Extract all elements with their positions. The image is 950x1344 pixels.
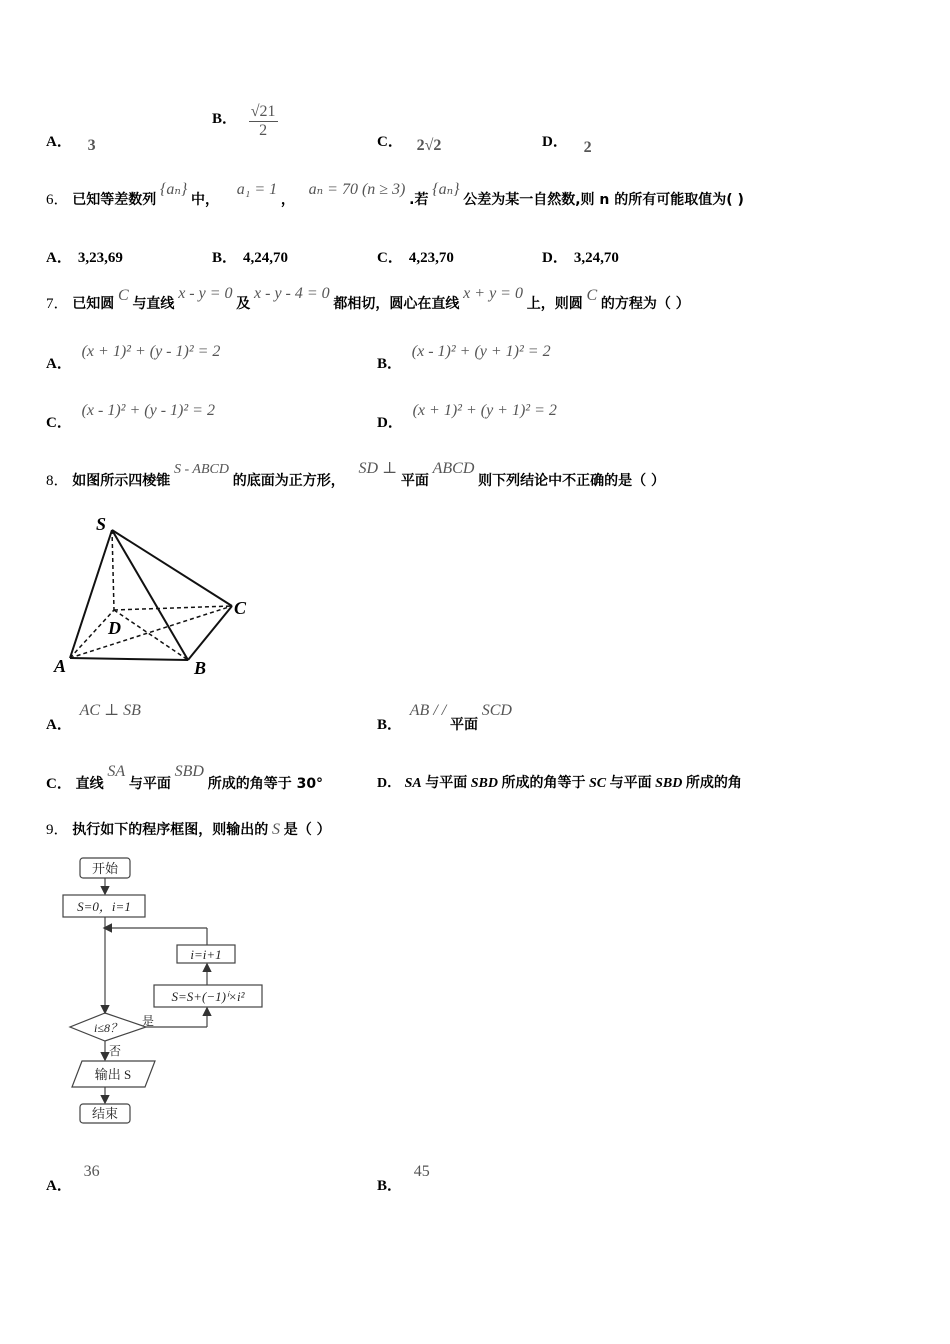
flow-cond-text: i≤8？ <box>94 1021 122 1035</box>
q9-option-b-label: B． <box>377 1178 403 1194</box>
q8-option-c-text-1: 直线 <box>75 776 104 792</box>
q8-text-4: 则下列结论中不正确的是（ ） <box>478 473 665 489</box>
q9-option-a <box>46 1160 100 1194</box>
edge-bc <box>188 606 232 660</box>
q7-text-5: 上，则圆 <box>526 296 583 312</box>
q6-option-a <box>46 246 123 267</box>
q7-number: 7． <box>46 296 69 312</box>
flow-no-text: 否 <box>109 1044 122 1058</box>
q6-option-b <box>212 246 288 267</box>
q8-option-c-text-3: 所成的角等于 30° <box>207 776 324 792</box>
q5-option-b-denominator: 2 <box>259 122 268 139</box>
q7-option-b <box>377 340 551 372</box>
flow-update-text: S=S+(−1)ⁱ×i² <box>171 989 245 1004</box>
q7-line-1: x - y = 0 <box>178 285 233 302</box>
q5-option-c <box>377 130 442 154</box>
q5-option-b-label: B． <box>212 110 238 127</box>
q8-number: 8． <box>46 473 69 489</box>
q6-option-d-label: D． <box>542 250 568 266</box>
q6-option-a-value: 3,23,69 <box>77 250 123 266</box>
q5-option-b-numerator: √21 <box>250 103 276 120</box>
edge-sd <box>112 530 114 610</box>
q8-option-b-v1: AB / / <box>409 702 447 719</box>
edge-ab <box>70 658 188 660</box>
q6-option-c-value: 4,23,70 <box>408 250 454 266</box>
q8-option-c-sbd: SBD <box>174 763 204 780</box>
label-s: S <box>96 514 107 534</box>
q8-option-a-value: AC ⊥ SB <box>79 702 141 719</box>
q5-option-a-value: 3 <box>87 137 96 154</box>
q7-c-2: C <box>586 287 598 304</box>
q7-text-3: 及 <box>236 296 251 312</box>
q6-comma: ， <box>280 192 295 208</box>
edge-sa <box>70 530 112 658</box>
label-b: B <box>194 658 207 678</box>
q7-option-a <box>46 340 221 372</box>
q9-number: 9． <box>46 822 69 838</box>
q7-option-c-label: C． <box>46 415 72 431</box>
q8-option-c-label: C． <box>46 776 72 792</box>
q5-option-d <box>542 130 592 156</box>
q7-option-d <box>377 399 557 431</box>
q8-option-c <box>46 763 324 793</box>
q9-option-b-value: 45 <box>413 1163 430 1180</box>
q8-option-b-v2: SCD <box>481 702 512 719</box>
flow-output-text: 输出 S <box>94 1067 132 1082</box>
flow-init-text: S=0，i=1 <box>77 899 131 914</box>
q8-sd: SD ⊥ <box>358 460 398 477</box>
q8-text-2: 的底面为正方形， <box>232 473 345 489</box>
q8-option-b <box>377 699 512 733</box>
q7-option-b-value: (x - 1)² + (y + 1)² = 2 <box>411 343 551 360</box>
q7-option-c-value: (x - 1)² + (y - 1)² = 2 <box>81 402 215 419</box>
q7-option-a-value: (x + 1)² + (y - 1)² = 2 <box>81 343 221 360</box>
q8-option-c-sa: SA <box>107 763 126 780</box>
q6-a1: a₁ = 1 <box>236 181 278 198</box>
q7-stem <box>46 285 690 313</box>
q5-option-c-label: C． <box>377 134 403 150</box>
q9-s: S <box>272 821 281 838</box>
q6-text-3: .若 <box>409 192 429 208</box>
q7-text-4: 都相切，圆心在直线 <box>333 296 460 312</box>
q7-option-d-value: (x + 1)² + (y + 1)² = 2 <box>412 402 557 419</box>
diag-db <box>114 610 188 660</box>
q8-option-d <box>377 772 742 792</box>
q9-option-a-value: 36 <box>83 1163 100 1180</box>
q6-option-c <box>377 246 454 267</box>
q8-text-3: 平面 <box>400 473 429 489</box>
q6-option-b-value: 4,24,70 <box>243 250 289 266</box>
q7-line-3: x + y = 0 <box>463 285 523 302</box>
q8-option-d-text-4: 所成的角 <box>685 775 742 791</box>
flow-yes-text: 是 <box>142 1014 155 1028</box>
q6-text-1: 已知等差数列 <box>72 192 157 208</box>
q6-an: aₙ = 70 (n ≥ 3) <box>308 181 406 198</box>
q5-option-b <box>212 103 278 140</box>
edge-dc <box>114 606 232 610</box>
q7-text-1: 已知圆 <box>72 296 115 312</box>
q6-option-d-value: 3,24,70 <box>573 250 619 266</box>
q9-option-a-label: A． <box>46 1178 72 1194</box>
q9-text-1: 执行如下的程序框图，则输出的 <box>72 822 269 838</box>
q8-option-d-text-2: 所成的角等于 <box>501 775 586 791</box>
q6-option-a-label: A． <box>46 250 72 266</box>
q7-option-c <box>46 399 215 431</box>
q5-option-d-label: D． <box>542 134 568 150</box>
q8-option-d-sbd: SBD <box>470 776 498 791</box>
q8-option-d-text-3: 与平面 <box>609 775 652 791</box>
q8-option-d-sc: SC <box>588 776 607 791</box>
q8-option-b-label: B． <box>377 717 403 733</box>
q9-flowchart <box>60 855 275 1130</box>
q6-number: 6． <box>46 192 69 208</box>
q7-text-6: 的方程为（ ） <box>600 296 690 312</box>
q5-option-a-label: A． <box>46 134 72 150</box>
label-c: C <box>234 598 247 618</box>
q8-option-d-text-1: 与平面 <box>425 775 468 791</box>
q6-option-c-label: C． <box>377 250 403 266</box>
q6-option-b-label: B． <box>212 250 238 266</box>
q8-option-d-sa: SA <box>404 776 422 791</box>
edge-sc <box>112 530 232 606</box>
q6-seq: {aₙ} <box>160 181 188 198</box>
q5-option-d-value: 2 <box>583 139 592 156</box>
q9-text-2: 是（ ） <box>283 822 331 838</box>
q8-text-1: 如图所示四棱锥 <box>72 473 171 489</box>
q5-option-a <box>46 130 96 154</box>
q6-stem <box>46 181 744 209</box>
q6-text-2: 中， <box>191 192 220 208</box>
q7-c: C <box>118 287 129 304</box>
q5-option-c-value: 2√2 <box>416 137 442 154</box>
label-a: A <box>54 656 67 676</box>
flow-start-text: 开始 <box>91 861 119 876</box>
q8-stem <box>46 460 665 490</box>
q8-abcd: ABCD <box>432 460 475 477</box>
q8-option-b-text: 平面 <box>449 717 478 733</box>
q8-option-d-label: D． <box>377 776 402 791</box>
q8-option-a-label: A． <box>46 717 72 733</box>
q8-option-d-sbd-2: SBD <box>655 776 683 791</box>
q6-option-d <box>542 246 619 267</box>
flow-incr-text: i=i+1 <box>190 947 222 962</box>
q8-pyramid: S - ABCD <box>174 462 229 477</box>
q5-option-b-fraction <box>249 103 278 140</box>
q8-pyramid-figure <box>50 510 260 680</box>
q7-line-2: x - y - 4 = 0 <box>254 285 330 302</box>
q8-option-a <box>46 699 141 733</box>
q8-option-c-text-2: 与平面 <box>128 776 171 792</box>
q7-option-b-label: B． <box>377 356 403 372</box>
q9-option-b <box>377 1160 430 1194</box>
q7-text-2: 与直线 <box>132 296 175 312</box>
q9-stem <box>46 818 331 839</box>
flow-end-text: 结束 <box>91 1106 119 1121</box>
q6-seq-2: {aₙ} <box>432 181 460 198</box>
q6-text-4: 公差为某一自然数,则 n 的所有可能取值为( ) <box>463 192 744 208</box>
q7-option-d-label: D． <box>377 415 403 431</box>
q7-option-a-label: A． <box>46 356 72 372</box>
label-d: D <box>108 618 121 638</box>
